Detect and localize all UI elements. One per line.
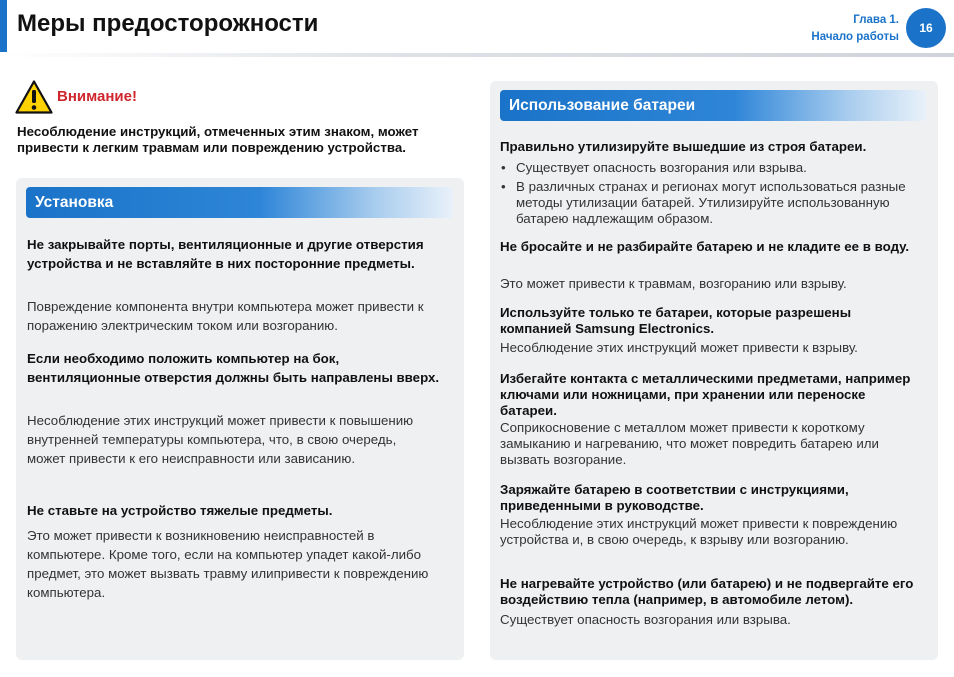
battery-item-heading: Не нагревайте устройство (или батарею) и не подвергайте его воздействию тепла (например, в автомобиле летом). [500,576,914,607]
page-title: Меры предосторожности [17,10,319,37]
installation-item-heading: Если необходимо положить компьютер на бок, вентиляционные отверстия должны быть направлены вверх. [27,351,440,385]
battery-item-body: Существует опасность возгорания или взрыва. [500,612,791,627]
battery-section-title: Использование батареи [500,90,926,121]
installation-panel [16,178,464,660]
chapter-label [811,12,899,46]
header-divider [0,53,954,57]
battery-dispose-bullet: • Существует опасность возгорания или взрыва. [501,160,926,176]
installation-item-heading: Не ставьте на устройство тяжелые предметы. [27,503,333,518]
installation-item-body: Несоблюдение этих инструкций может привести к повышению внутренней температуры компьютера, что, в свою очередь, может привести к его неисправности или зависанию. [27,413,414,466]
battery-item-heading: Используйте только те батареи, которые разрешены компанией Samsung Electronics. [500,305,852,336]
installation-item-body: Это может привести к возникновению неисправностей в компьютере. Кроме того, если на компьютер упадет какой-либо предмет, это может вызвать травму илипривести к повреждению компьютера. [27,528,429,600]
chapter-name: Начало работы [811,31,899,43]
battery-panel [490,81,938,660]
warning-text: Несоблюдение инструкций, отмеченных этим знаком, может привести к легким травмам или повреждению устройства. [17,124,419,155]
battery-item-heading: Не бросайте и не разбирайте батарею и не кладите ее в воду. [500,239,910,254]
battery-item-body: Это может привести к травмам, возгоранию или взрыву. [500,276,847,291]
battery-dispose-bullet: • В различных странах и регионах могут использоваться разные методы утилизации батарей. Утилизируйте использованную батарею надлежащим образом. [501,179,913,227]
installation-item-body: Повреждение компонента внутри компьютера может привести к поражению электрическим током или возгоранию. [27,299,424,333]
chapter-number: Глава 1. [853,14,899,26]
battery-item-body: Соприкосновение с металлом может привести к короткому замыканию и нагреванию, что может повредить батарею или вызвать возгорание. [500,420,879,467]
installation-section-title: Установка [26,187,453,218]
page-number-badge: 16 [906,8,946,48]
warning-triangle-icon [15,80,53,114]
battery-item-heading: Заряжайте батарею в соответствии с инструкциями, приведенными в руководстве. [500,482,849,513]
header-accent-bar [0,0,7,52]
installation-item-heading: Не закрывайте порты, вентиляционные и другие отверстия устройства и не вставляйте в них посторонние предметы. [27,237,424,271]
battery-item-body: Несоблюдение этих инструкций может привести к повреждению устройства и, в свою очередь, к взрыву или возгоранию. [500,516,898,547]
battery-item-body: Несоблюдение этих инструкций может привести к взрыву. [500,340,858,355]
warning-label: Внимание! [57,88,137,105]
battery-dispose-heading: Правильно утилизируйте вышедшие из строя батареи. [500,139,867,154]
battery-item-heading: Избегайте контакта с металлическими предметами, например ключами или ножницами, при хранении или переноске батареи. [500,371,911,418]
